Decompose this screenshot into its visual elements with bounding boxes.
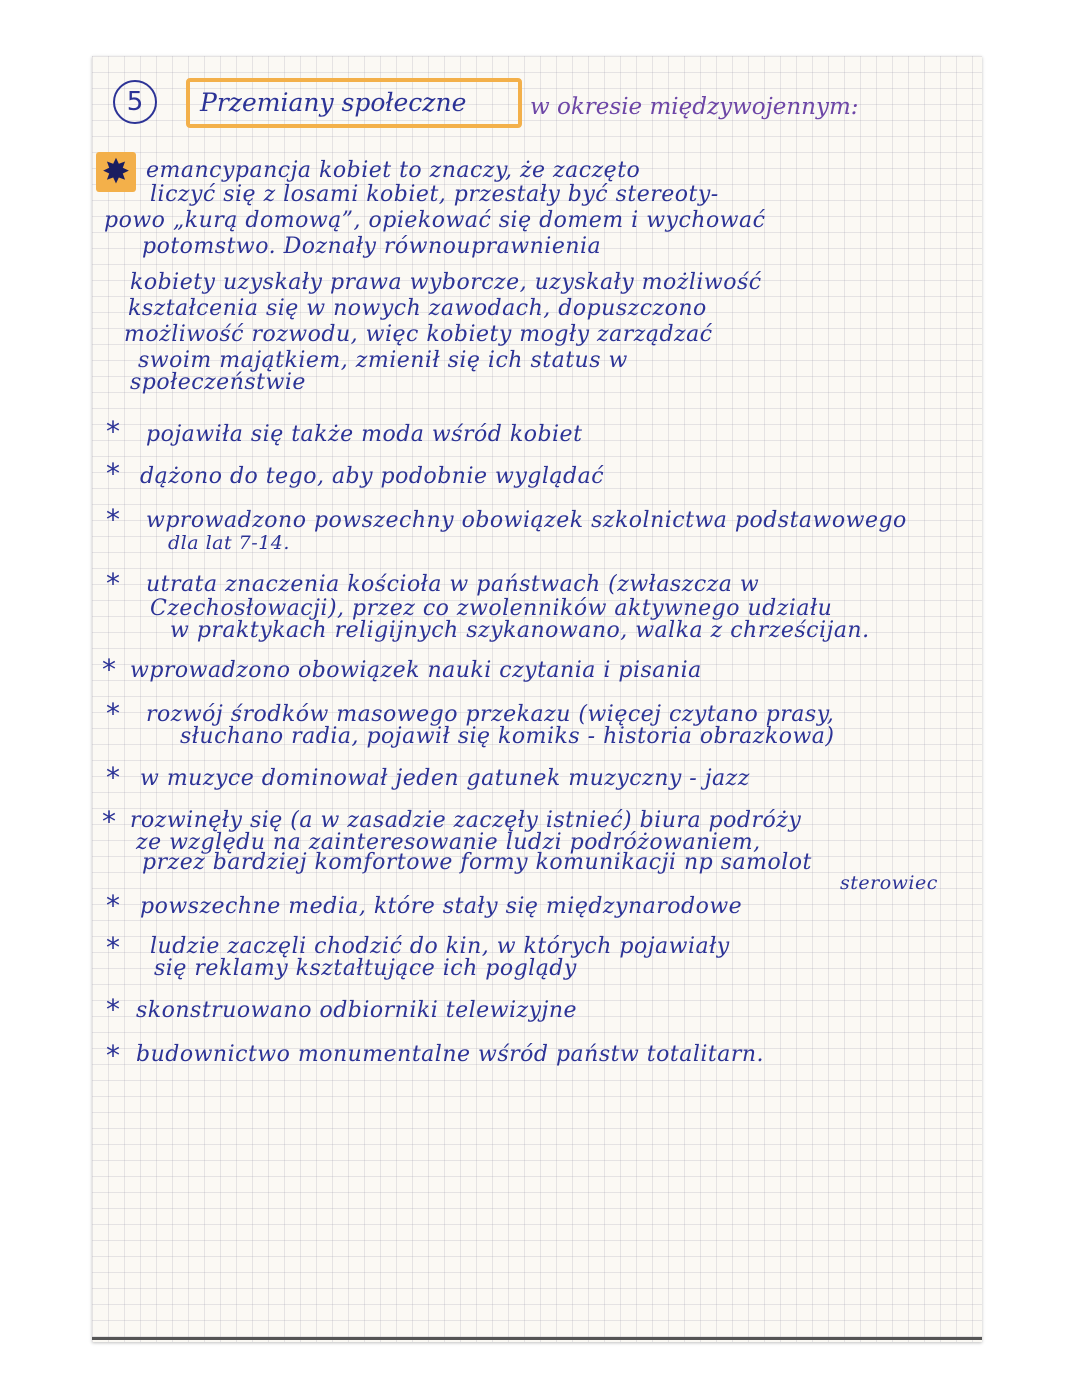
bullet-text: dla lat 7-14. <box>168 532 290 554</box>
bullet-text: sterowiec <box>840 872 938 894</box>
asterisk-icon: * <box>102 653 116 686</box>
intro-line: powo „kurą domową”, opiekować się domem i wychować <box>104 208 766 233</box>
asterisk-icon: * <box>106 889 120 922</box>
asterisk-icon: * <box>102 805 116 838</box>
page-title-rest: w okresie międzywojennym: <box>530 94 859 120</box>
intro-line: kształcenia się w nowych zawodach, dopuszczono <box>128 296 707 321</box>
asterisk-star-icon: ✸ <box>101 152 131 192</box>
bullet-text: skonstruowano odbiorniki telewizyjne <box>136 998 578 1023</box>
asterisk-icon: * <box>106 503 120 536</box>
asterisk-icon: * <box>106 761 120 794</box>
intro-line: swoim majątkiem, zmienił się ich status w <box>138 348 628 373</box>
bullet-text: powszechne media, które stały się międzynarodowe <box>140 894 743 919</box>
section-number-badge: 5 <box>113 80 157 124</box>
asterisk-icon: * <box>106 1039 120 1072</box>
bullet-text: wprowadzono obowiązek nauki czytania i pisania <box>130 658 702 683</box>
bullet-text: przez bardziej komfortowe formy komunikacji np samolot <box>142 850 812 875</box>
intro-line: społeczeństwie <box>130 370 306 395</box>
asterisk-icon: * <box>106 415 120 448</box>
asterisk-icon: * <box>106 457 120 490</box>
page-edge-shadow <box>92 1337 982 1340</box>
asterisk-icon: * <box>106 567 120 600</box>
bullet-text: rozwinęły się (a w zasadzie zaczęły istnieć) biura podróży <box>130 808 802 833</box>
bullet-text: się reklamy kształtujące ich poglądy <box>154 956 577 981</box>
bullet-text: Czechosłowacji), przez co zwolenników aktywnego udziału <box>150 596 833 621</box>
bullet-text: utrata znaczenia kościoła w państwach (zwłaszcza w <box>146 572 760 597</box>
intro-line: emancypancja kobiet to znaczy, że zaczęto <box>146 158 641 183</box>
asterisk-icon: * <box>106 993 120 1026</box>
bullet-text: pojawiła się także moda wśród kobiet <box>146 422 583 447</box>
bullet-text: dążono do tego, aby podobnie wyglądać <box>140 464 605 489</box>
bullet-text: rozwój środków masowego przekazu (więcej czytano prasy, <box>146 702 835 727</box>
intro-line: liczyć się z losami kobiet, przestały być stereoty- <box>150 182 719 207</box>
bullet-text: w muzyce dominował jeden gatunek muzyczny - jazz <box>140 766 750 791</box>
asterisk-icon: * <box>106 697 120 730</box>
bullet-text: wprowadzono powszechny obowiązek szkolnictwa podstawowego <box>146 508 907 533</box>
asterisk-icon: * <box>106 931 120 964</box>
bullet-text: ze względu na zainteresowanie ludzi podróżowaniem, <box>136 830 761 855</box>
bullet-text: w praktykach religijnych szykanowano, walka z chrześcijan. <box>170 618 870 643</box>
intro-line: kobiety uzyskały prawa wyborcze, uzyskały możliwość <box>130 270 762 295</box>
bullet-text: ludzie zaczęli chodzić do kin, w których pojawiały <box>150 934 730 959</box>
intro-line: możliwość rozwodu, więc kobiety mogły zarządzać <box>124 322 713 347</box>
bullet-text: budownictwo monumentalne wśród państw totalitarn. <box>136 1042 765 1067</box>
intro-line: potomstwo. Doznały równouprawnienia <box>142 234 602 259</box>
bullet-text: słuchano radia, pojawił się komiks - historia obrazkowa) <box>180 724 835 749</box>
page-title-highlighted: Przemiany społeczne <box>200 88 467 117</box>
